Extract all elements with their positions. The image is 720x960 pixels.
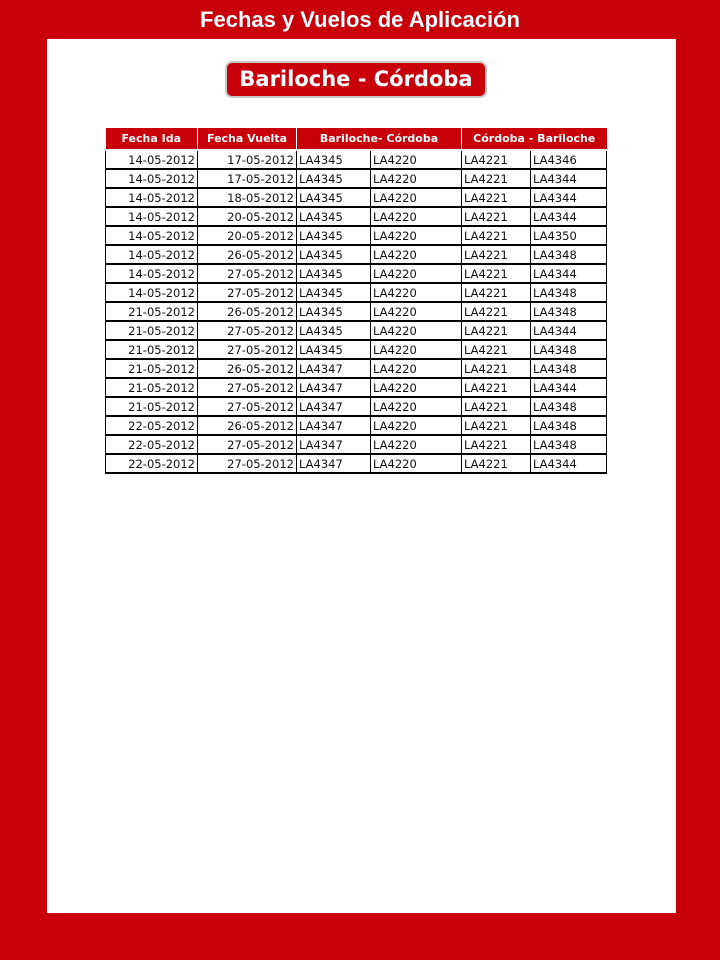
flights-table-header	[106, 128, 607, 150]
ida-vuelo-2-cell: LA4220	[371, 416, 462, 435]
table-row	[106, 302, 607, 321]
table-row	[106, 340, 607, 359]
fecha-vuelta-cell: 26-05-2012	[198, 416, 297, 435]
fecha-ida-cell: 14-05-2012	[106, 207, 198, 226]
header-bariloche-cordoba: Bariloche- Córdoba	[297, 128, 462, 150]
table-row	[106, 150, 607, 169]
header-cordoba-bariloche: Córdoba - Bariloche	[462, 128, 607, 150]
ida-vuelo-2-cell: LA4220	[371, 302, 462, 321]
fecha-vuelta-cell: 20-05-2012	[198, 207, 297, 226]
vuelta-vuelo-1-cell: LA4221	[462, 359, 531, 378]
table-row	[106, 435, 607, 454]
vuelta-vuelo-1-cell: LA4221	[462, 283, 531, 302]
table-row	[106, 169, 607, 188]
fecha-vuelta-cell: 17-05-2012	[198, 169, 297, 188]
vuelta-vuelo-2-cell: LA4348	[531, 302, 607, 321]
ida-vuelo-1-cell: LA4345	[297, 169, 371, 188]
vuelta-vuelo-2-cell: LA4344	[531, 264, 607, 283]
ida-vuelo-1-cell: LA4347	[297, 378, 371, 397]
vuelta-vuelo-2-cell: LA4344	[531, 188, 607, 207]
vuelta-vuelo-2-cell: LA4348	[531, 340, 607, 359]
fecha-ida-cell: 14-05-2012	[106, 150, 198, 169]
fecha-ida-cell: 21-05-2012	[106, 359, 198, 378]
table-row	[106, 283, 607, 302]
fecha-ida-cell: 22-05-2012	[106, 416, 198, 435]
fecha-ida-cell: 21-05-2012	[106, 378, 198, 397]
fecha-ida-cell: 14-05-2012	[106, 245, 198, 264]
fecha-vuelta-cell: 26-05-2012	[198, 302, 297, 321]
header-fecha-vuelta: Fecha Vuelta	[198, 128, 297, 150]
ida-vuelo-1-cell: LA4345	[297, 226, 371, 245]
fecha-ida-cell: 21-05-2012	[106, 397, 198, 416]
ida-vuelo-1-cell: LA4347	[297, 416, 371, 435]
vuelta-vuelo-2-cell: LA4348	[531, 283, 607, 302]
vuelta-vuelo-2-cell: LA4348	[531, 397, 607, 416]
vuelta-vuelo-1-cell: LA4221	[462, 245, 531, 264]
table-row	[106, 226, 607, 245]
table-row	[106, 321, 607, 340]
fecha-ida-cell: 21-05-2012	[106, 340, 198, 359]
fecha-vuelta-cell: 27-05-2012	[198, 435, 297, 454]
ida-vuelo-2-cell: LA4220	[371, 321, 462, 340]
fecha-ida-cell: 14-05-2012	[106, 283, 198, 302]
fecha-ida-cell: 14-05-2012	[106, 169, 198, 188]
ida-vuelo-1-cell: LA4345	[297, 245, 371, 264]
fecha-vuelta-cell: 26-05-2012	[198, 245, 297, 264]
table-row	[106, 207, 607, 226]
vuelta-vuelo-1-cell: LA4221	[462, 150, 531, 169]
fecha-ida-cell: 14-05-2012	[106, 226, 198, 245]
table-row	[106, 416, 607, 435]
fecha-vuelta-cell: 26-05-2012	[198, 359, 297, 378]
page-title: Fechas y Vuelos de Aplicación	[200, 7, 520, 32]
vuelta-vuelo-2-cell: LA4348	[531, 416, 607, 435]
table-row	[106, 454, 607, 473]
fecha-vuelta-cell: 20-05-2012	[198, 226, 297, 245]
table-row	[106, 188, 607, 207]
vuelta-vuelo-2-cell: LA4348	[531, 245, 607, 264]
ida-vuelo-2-cell: LA4220	[371, 359, 462, 378]
table-row	[106, 264, 607, 283]
ida-vuelo-2-cell: LA4220	[371, 226, 462, 245]
table-row	[106, 245, 607, 264]
ida-vuelo-1-cell: LA4347	[297, 435, 371, 454]
vuelta-vuelo-2-cell: LA4344	[531, 207, 607, 226]
vuelta-vuelo-2-cell: LA4344	[531, 321, 607, 340]
vuelta-vuelo-2-cell: LA4348	[531, 359, 607, 378]
ida-vuelo-2-cell: LA4220	[371, 150, 462, 169]
ida-vuelo-2-cell: LA4220	[371, 169, 462, 188]
vuelta-vuelo-1-cell: LA4221	[462, 435, 531, 454]
fecha-ida-cell: 14-05-2012	[106, 264, 198, 283]
ida-vuelo-1-cell: LA4345	[297, 188, 371, 207]
fecha-vuelta-cell: 27-05-2012	[198, 454, 297, 473]
fecha-ida-cell: 21-05-2012	[106, 321, 198, 340]
vuelta-vuelo-1-cell: LA4221	[462, 454, 531, 473]
ida-vuelo-1-cell: LA4345	[297, 321, 371, 340]
fecha-ida-cell: 22-05-2012	[106, 435, 198, 454]
vuelta-vuelo-1-cell: LA4221	[462, 397, 531, 416]
ida-vuelo-2-cell: LA4220	[371, 397, 462, 416]
ida-vuelo-2-cell: LA4220	[371, 283, 462, 302]
ida-vuelo-2-cell: LA4220	[371, 340, 462, 359]
vuelta-vuelo-1-cell: LA4221	[462, 378, 531, 397]
fecha-ida-cell: 21-05-2012	[106, 302, 198, 321]
fecha-vuelta-cell: 17-05-2012	[198, 150, 297, 169]
vuelta-vuelo-1-cell: LA4221	[462, 321, 531, 340]
vuelta-vuelo-1-cell: LA4221	[462, 416, 531, 435]
table-row	[106, 359, 607, 378]
fecha-ida-cell: 14-05-2012	[106, 188, 198, 207]
fecha-vuelta-cell: 27-05-2012	[198, 397, 297, 416]
fecha-vuelta-cell: 27-05-2012	[198, 283, 297, 302]
ida-vuelo-2-cell: LA4220	[371, 207, 462, 226]
ida-vuelo-2-cell: LA4220	[371, 245, 462, 264]
vuelta-vuelo-2-cell: LA4346	[531, 150, 607, 169]
table-row	[106, 397, 607, 416]
ida-vuelo-1-cell: LA4347	[297, 397, 371, 416]
ida-vuelo-2-cell: LA4220	[371, 264, 462, 283]
vuelta-vuelo-1-cell: LA4221	[462, 226, 531, 245]
ida-vuelo-2-cell: LA4220	[371, 188, 462, 207]
ida-vuelo-2-cell: LA4220	[371, 435, 462, 454]
route-title-badge: Bariloche - Córdoba	[225, 61, 487, 98]
vuelta-vuelo-1-cell: LA4221	[462, 207, 531, 226]
fecha-vuelta-cell: 27-05-2012	[198, 264, 297, 283]
table-row	[106, 378, 607, 397]
flights-table-body	[106, 150, 607, 473]
vuelta-vuelo-1-cell: LA4221	[462, 264, 531, 283]
ida-vuelo-1-cell: LA4347	[297, 454, 371, 473]
ida-vuelo-2-cell: LA4220	[371, 378, 462, 397]
flights-table	[105, 128, 607, 474]
vuelta-vuelo-1-cell: LA4221	[462, 340, 531, 359]
vuelta-vuelo-1-cell: LA4221	[462, 169, 531, 188]
ida-vuelo-2-cell: LA4220	[371, 454, 462, 473]
ida-vuelo-1-cell: LA4345	[297, 283, 371, 302]
fecha-vuelta-cell: 27-05-2012	[198, 378, 297, 397]
header-fecha-ida: Fecha Ida	[106, 128, 198, 150]
vuelta-vuelo-1-cell: LA4221	[462, 302, 531, 321]
ida-vuelo-1-cell: LA4345	[297, 264, 371, 283]
ida-vuelo-1-cell: LA4345	[297, 207, 371, 226]
fecha-ida-cell: 22-05-2012	[106, 454, 198, 473]
fecha-vuelta-cell: 27-05-2012	[198, 321, 297, 340]
ida-vuelo-1-cell: LA4345	[297, 150, 371, 169]
ida-vuelo-1-cell: LA4347	[297, 359, 371, 378]
vuelta-vuelo-1-cell: LA4221	[462, 188, 531, 207]
ida-vuelo-1-cell: LA4345	[297, 302, 371, 321]
vuelta-vuelo-2-cell: LA4344	[531, 454, 607, 473]
fecha-vuelta-cell: 27-05-2012	[198, 340, 297, 359]
ida-vuelo-1-cell: LA4345	[297, 340, 371, 359]
vuelta-vuelo-2-cell: LA4350	[531, 226, 607, 245]
vuelta-vuelo-2-cell: LA4344	[531, 378, 607, 397]
fecha-vuelta-cell: 18-05-2012	[198, 188, 297, 207]
vuelta-vuelo-2-cell: LA4348	[531, 435, 607, 454]
vuelta-vuelo-2-cell: LA4344	[531, 169, 607, 188]
